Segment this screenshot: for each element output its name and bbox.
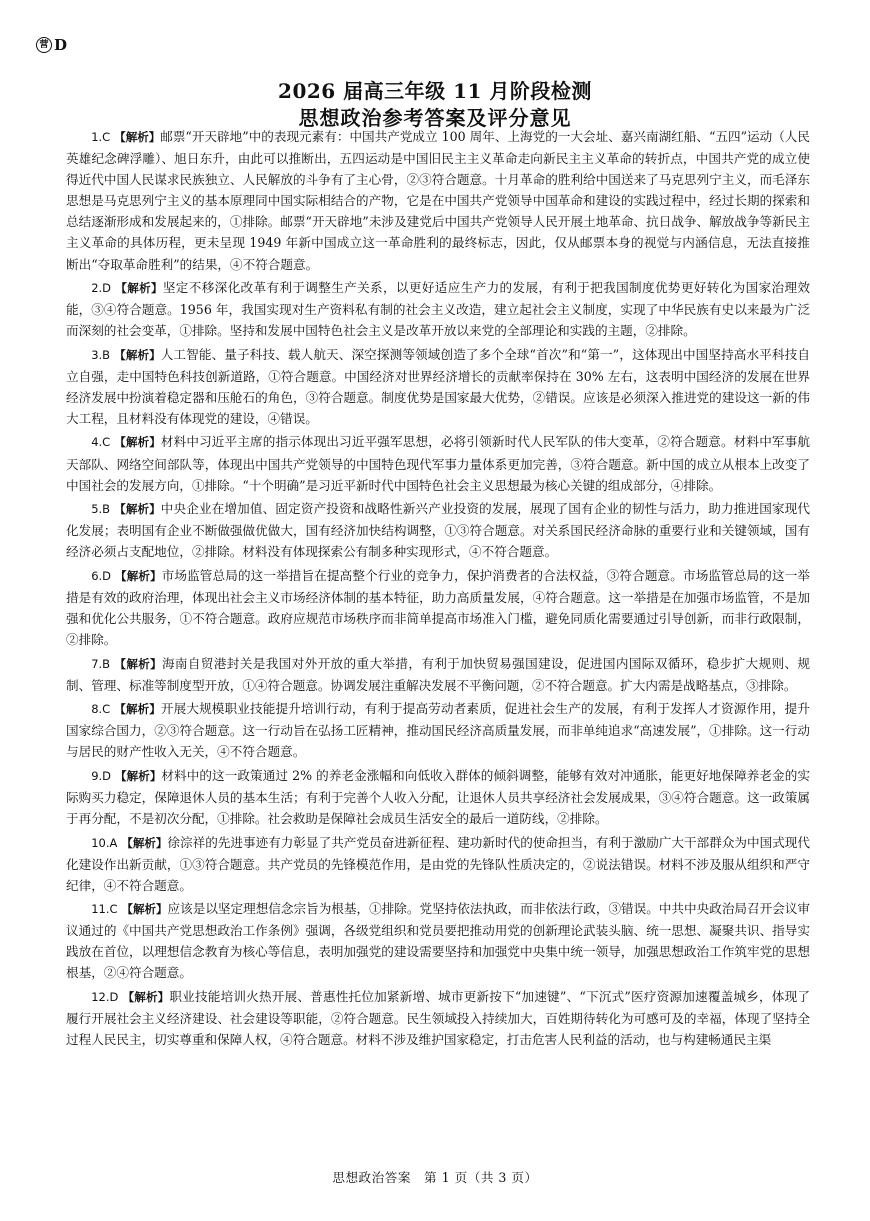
answer-letter: C xyxy=(102,702,111,717)
analysis-tag: 【解析】 xyxy=(115,768,162,783)
question-number: 10. xyxy=(91,835,110,850)
answer-letter: D xyxy=(102,768,112,783)
analysis-tag: 【解析】 xyxy=(115,281,163,296)
answer-letter: D xyxy=(109,989,119,1004)
analysis-text: 坚定不移深化改革有利于调整生产关系，以更好适应生产力的发展，有利于把我国制度优势更好转化为国家治理效能，③④符合题意。1956 年，我国实现对生产资料私有制的社会主义改造，建立起社会主义制度，实现了中华民族有史以来最为广泛而深刻的社会变革，①排除。坚持和发展中国特色社会主义是改革开放以来党的全部理论和实践的主题，②排除。 xyxy=(66,280,811,339)
analysis-tag: 【解析】 xyxy=(121,835,168,850)
analysis-tag: 【解析】 xyxy=(121,902,168,917)
question-number: 2. xyxy=(91,281,103,296)
answer-letter: B xyxy=(102,347,111,362)
question-number: 6. xyxy=(91,568,103,583)
analysis-tag: 【解析】 xyxy=(114,347,161,362)
answer-item xyxy=(66,653,810,696)
answer-title: 思想政治参考答案及评分意见 xyxy=(298,106,572,130)
analysis-tag: 【解析】 xyxy=(114,130,161,144)
question-number: 12. xyxy=(91,989,110,1004)
answer-item xyxy=(66,986,810,1050)
answer-item xyxy=(66,898,810,983)
analysis-text: 应该是以坚定理想信念宗旨为根基，①排除。党坚持依法执政，而非依法行政，③错误。中共中央政治局召开会议审议通过的《中国共产党思想政治工作条例》强调，各级党组织和党员要把推动用党的创新理论武装头脑、统一思想、凝聚共识、指导实践放在首位，以理想信念教育为核心等信息，表明加强党的建设需要坚持和加强党中央集中统一领导，加强思想政治工作筑牢党的思想根基，②④符合题意。 xyxy=(66,901,810,981)
answer-item xyxy=(66,765,810,829)
answer-item xyxy=(66,698,810,762)
analysis-text: 开展大规模职业技能提升培训行动，有利于提高劳动者素质，促进社会生产的发展，有利于发挥人才资源作用，提升国家综合国力，②③符合题意。这一行动旨在弘扬工匠精神，推动国民经济高质量发展，而非单纯追求“高速发展”，①排除。这一行动与居民的财产性收入无关，④不符合题意。 xyxy=(66,701,810,760)
answer-item xyxy=(66,431,810,495)
analysis-tag: 【解析】 xyxy=(114,702,161,717)
question-number: 3. xyxy=(91,347,103,362)
answer-item xyxy=(66,344,810,429)
answer-item xyxy=(66,277,810,341)
answer-letter: B xyxy=(102,656,111,671)
analysis-text: 材料中的这一政策通过 2% 的养老金涨幅和向低收入群体的倾斜调整，能够有效对冲通胀，能更好地保障养老金的实际购买力稳定，保障退休人员的基本生活；有利于完善个人收入分配，让退休人员共享经济社会发展成果，③④符合题意。这一政策属于再分配，不是初次分配，①排除。社会救助是保障社会成员生活安全的最后一道防线，②排除。 xyxy=(66,767,810,827)
analysis-text: 中央企业在增加值、固定资产投资和战略性新兴产业投资的发展，展现了国有企业的韧性与活力，助力推进国家现代化发展；表明国有企业不断做强做优做大，国有经济加快结构调整，①③符合题意。对关系国民经济命脉的重要行业和关键领域，国有经济必须占支配地位，②排除。材料没有体现探索公有制多种实现形式，④不符合题意。 xyxy=(66,501,811,560)
circle-mark-icon: 营 xyxy=(36,37,52,53)
analysis-tag: 【解析】 xyxy=(115,568,162,583)
page-footer: 思想政治答案 第 1 页（共 3 页） xyxy=(332,1170,538,1185)
answer-letter: C xyxy=(109,902,118,917)
analysis-text: 人工智能、量子科技、载人航天、深空探测等领域创造了多个全球“首次”和“第一”，这体现出中国坚持高水平科技自立自强，走中国特色科技创新道路，①符合题意。中国经济对世界经济增长的贡献率保持在 30% 左右，这表明中国经济的发展在世界经济发展中扮演着稳定器和压舱石的角色，③符合题意。制度优势是国家最大优势，②错误。应该是必须深入推进党的建设这一新的伟大工程，且材料没有体现党的建设，④错误。 xyxy=(66,346,810,426)
corner-letter: D xyxy=(54,36,68,54)
analysis-text: 徐淙祥的先进事迹有力彰显了共产党员奋进新征程、建功新时代的使命担当，有利于激励广大干部群众为中国式现代化建设作出新贡献，①③符合题意。共产党员的先锋模范作用，是由党的先锋队性质决定的，②说法错误。材料不涉及服从组织和严守纪律，④不符合题意。 xyxy=(66,834,811,893)
question-number: 5. xyxy=(91,502,103,517)
analysis-text: 市场监管总局的这一举措旨在提高整个行业的竞争力，保护消费者的合法权益，③符合题意。市场监管总局的这一举措是有效的政府治理，体现出社会主义市场经济体制的基本特征，助力高质量发展，④符合题意。这一举措是在加强市场监管，不是加强和优化公共服务，①不符合题意。政府应规范市场秩序而非简单提高市场准入门槛，避免同质化需要通过引导创新，而非行政限制，②排除。 xyxy=(66,567,811,648)
analysis-text: 职业技能培训火热开展、普惠性托位加紧新增、城市更新按下“加速键”、“下沉式”医疗资源加速覆盖城乡，体现了履行开展社会主义经济建设、社会建设等职能，②符合题意。民生领域投入持续加大，百姓期待转化为可感可及的幸福，体现了坚持全过程人民民主，切实尊重和保障人权，④符合题意。材料不涉及维护国家稳定，打击危害人民利益的活动，也与构建畅通民主渠 xyxy=(66,988,810,1048)
analysis-tag: 【解析】 xyxy=(114,656,162,671)
answer-letter: B xyxy=(102,502,111,517)
answer-item xyxy=(66,126,810,275)
question-number: 1. xyxy=(91,130,103,144)
analysis-tag: 【解析】 xyxy=(122,989,170,1004)
exam-title: 2026 届高三年级 11 月阶段检测 xyxy=(278,79,592,103)
question-number: 7. xyxy=(91,656,103,671)
answer-list xyxy=(66,126,810,1053)
analysis-tag: 【解析】 xyxy=(114,502,161,517)
answer-letter: D xyxy=(102,568,112,583)
question-number: 9. xyxy=(91,768,103,783)
question-number: 8. xyxy=(91,702,103,717)
answer-letter: A xyxy=(109,835,118,850)
analysis-tag: 【解析】 xyxy=(114,435,161,450)
answer-item xyxy=(66,565,810,650)
analysis-text: 海南自贸港封关是我国对外开放的重大举措，有利于加快贸易强国建设，促进国内国际双循环，稳步扩大规则、规制、管理、标准等制度型开放，①④符合题意。协调发展注重解决发展不平衡问题，②不符合题意。扩大内需是战略基点，③排除。 xyxy=(66,655,811,693)
question-number: 11. xyxy=(91,902,110,917)
analysis-text: 材料中习近平主席的指示体现出习近平强军思想，必将引领新时代人民军队的伟大变革，②符合题意。材料中军事航天部队、网络空间部队等，体现出中国共产党领导的中国特色现代军事力量体系更加完善，③符合题意。新中国的成立从根本上改变了中国社会的发展方向，①排除。“十个明确”是习近平新时代中国特色社会主义思想最为核心关键的组成部分，④排除。 xyxy=(66,434,810,493)
analysis-text: 邮票“开天辟地”中的表现元素有：中国共产党成立 100 周年、上海党的一大会址、嘉兴南湖红船、“五四”运动（人民英雄纪念碑浮雕）、旭日东升，由此可以推断出，五四运动是中国旧民主主义革命走向新民主主义革命的转折点，中国共产党的成立使得近代中国人民谋求民族独立、人民解放的斗争有了主心骨，②③符合题意。十月革命的胜利给中国送来了马克思列宁主义，而毛泽东思想是马克思列宁主义的基本原理同中国实际相结合的产物，它是在中国共产党领导中国革命和建设的实践过程中，经过长期的探索和总结逐渐形成和发展起来的，①排除。邮票“开天辟地”未涉及建党后中国共产党领导人民开展土地革命、抗日战争、解放战争等新民主主义革命的具体历程，更未呈现 1949 年新中国成立这一革命胜利的最终标志，因此，仅从邮票本身的视觉与内涵信息，无法直接推断出“夺取革命胜利”的结果，④不符合题意。 xyxy=(66,129,810,272)
answer-letter: C xyxy=(102,130,111,144)
answer-item xyxy=(66,498,810,562)
answer-letter: C xyxy=(102,435,111,450)
corner-mark xyxy=(36,36,67,54)
question-number: 4. xyxy=(91,435,103,450)
answer-letter: D xyxy=(102,281,112,296)
answer-item xyxy=(66,832,810,896)
